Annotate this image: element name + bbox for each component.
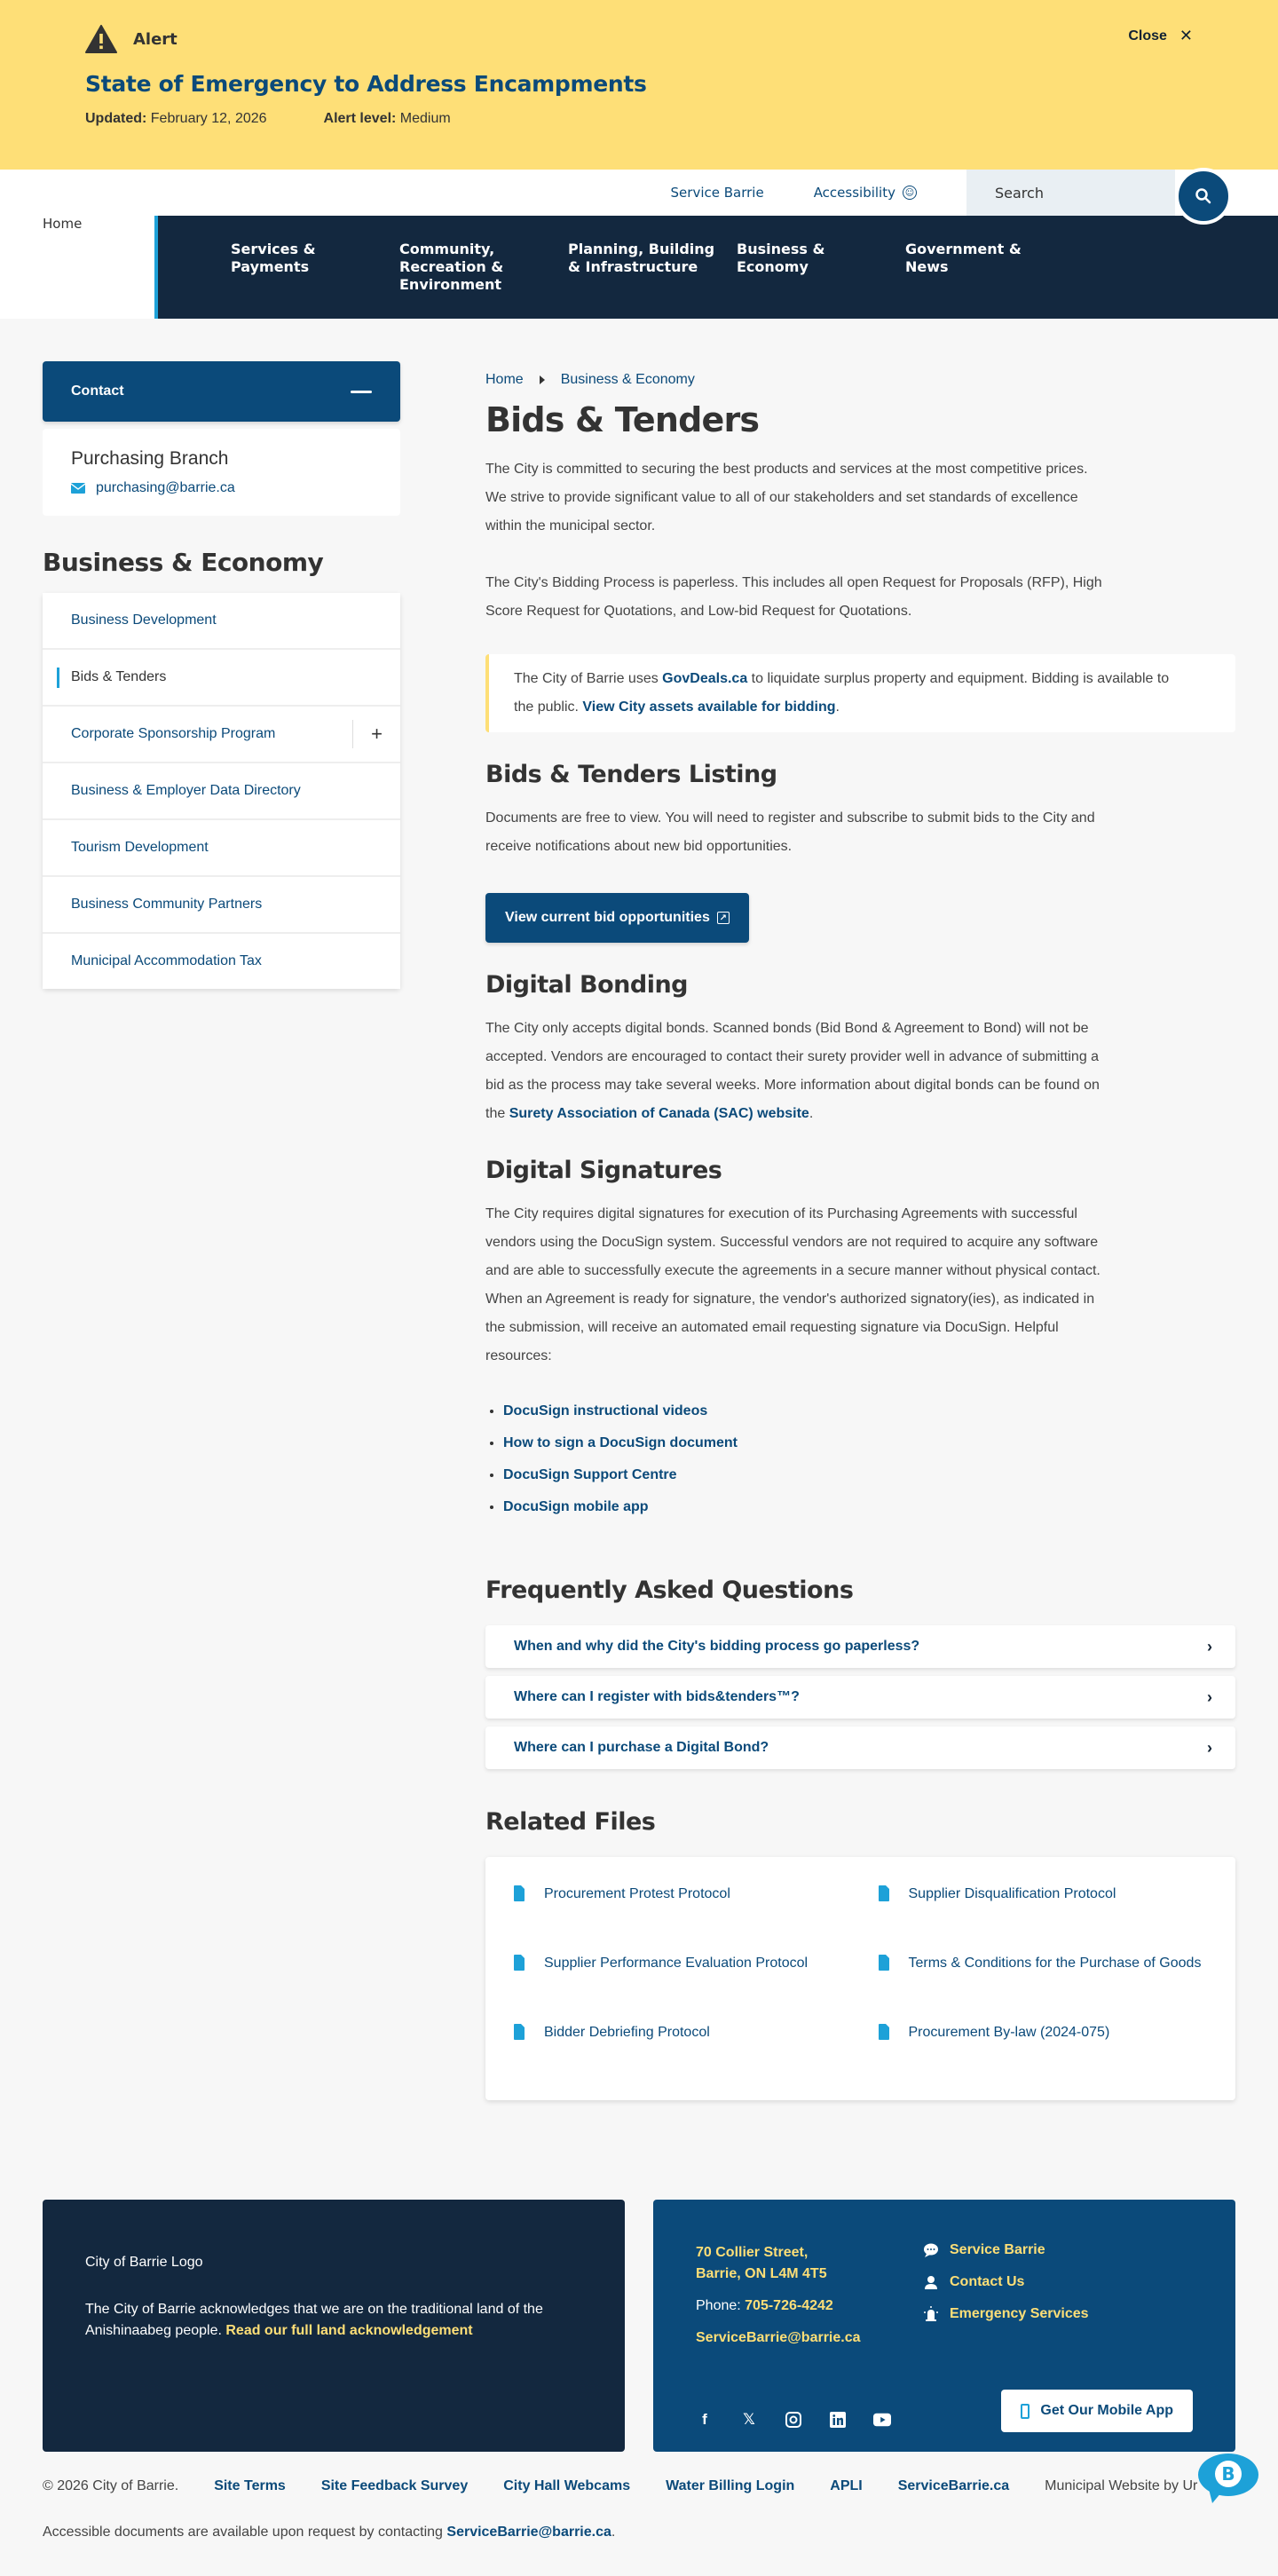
faq-list bbox=[485, 1625, 1235, 1769]
copyright: © 2026 City of Barrie. bbox=[43, 2478, 179, 2493]
alert-title[interactable]: State of Emergency to Address Encampments bbox=[85, 71, 647, 97]
collapse-icon bbox=[351, 391, 372, 393]
nav-services-payments[interactable]: Services & Payments bbox=[231, 241, 316, 275]
signatures-paragraph: The City requires digital signatures for execution of its Purchasing Agreements with successful vendors using the DocuSign system. Successful vendors are not required to acquire any software and are able to successfully execute the agreements in a secure manner without physical contact. When an Agreement is ready for signature, the vendor's authorized signatory(ies), as indicated in the submission, will receive an automated email requesting signature via DocuSign. Helpful resources: bbox=[485, 1206, 1100, 1363]
resource-link[interactable]: • DocuSign instructional videos bbox=[503, 1395, 1235, 1427]
intro-paragraph-1: The City is committed to securing the best products and services at the most competitive prices. We strive to provide significant value to all of our stakeholders and set standards of excellence within the municipal sector. bbox=[485, 462, 1088, 533]
warning-icon bbox=[85, 25, 117, 53]
legal-bar bbox=[0, 2452, 1278, 2494]
breadcrumb bbox=[485, 372, 1235, 388]
file-icon bbox=[879, 1955, 889, 1971]
sidebar-item-corporate-sponsorship[interactable] bbox=[43, 707, 400, 762]
file-name: Terms & Conditions for the Purchase of Goods bbox=[908, 1956, 1202, 1971]
bonding-heading: Digital Bonding bbox=[485, 971, 689, 999]
website-credit[interactable]: Municipal Website by Ur bbox=[1045, 2478, 1198, 2493]
phone-label: Phone: bbox=[696, 2298, 746, 2313]
apli-link[interactable]: APLI bbox=[830, 2478, 863, 2493]
breadcrumb-business-economy[interactable]: Business & Economy bbox=[560, 372, 695, 387]
callout-text-1: The City of Barrie uses bbox=[514, 671, 663, 686]
govdeals-callout bbox=[485, 654, 1235, 732]
footer-contact-us-link[interactable] bbox=[923, 2274, 1089, 2290]
site-header bbox=[0, 170, 1278, 319]
section-title: Business & Economy bbox=[43, 548, 324, 577]
footer-contact-panel bbox=[653, 2200, 1235, 2452]
site-footer bbox=[0, 2100, 1278, 2452]
alert-updated bbox=[85, 111, 267, 127]
accessibility-label: Accessibility bbox=[813, 185, 895, 201]
footer-logo[interactable]: City of Barrie Logo bbox=[85, 2255, 203, 2270]
mobile-phone-icon bbox=[1021, 2404, 1030, 2419]
alert-close-button[interactable] bbox=[1128, 27, 1193, 45]
faq-item[interactable] bbox=[485, 1676, 1235, 1719]
nav-business-economy[interactable]: Business & Economy bbox=[737, 241, 825, 275]
search-input[interactable] bbox=[966, 170, 1175, 216]
file-name: Supplier Performance Evaluation Protocol bbox=[544, 1956, 809, 1971]
alert-level-value: Medium bbox=[399, 111, 451, 126]
link-label: Contact Us bbox=[950, 2274, 1025, 2289]
water-billing-link[interactable]: Water Billing Login bbox=[666, 2478, 795, 2493]
phone-link[interactable]: 705-726-4242 bbox=[745, 2298, 833, 2313]
external-link-icon: ↗ bbox=[717, 912, 730, 924]
file-name: Procurement Protest Protocol bbox=[544, 1886, 730, 1901]
link-label: Service Barrie bbox=[950, 2242, 1045, 2257]
file-icon bbox=[514, 2024, 525, 2040]
linkedin-icon[interactable] bbox=[829, 2411, 847, 2429]
bonding-paragraph bbox=[485, 1015, 1107, 1128]
alert-updated-value: February 12, 2026 bbox=[150, 111, 267, 126]
facebook-icon[interactable]: f bbox=[702, 2411, 707, 2428]
accessible-end: . bbox=[611, 2525, 616, 2540]
search-placeholder: Search bbox=[995, 184, 1044, 201]
close-icon: ✕ bbox=[1179, 27, 1193, 44]
chevron-right-icon: › bbox=[1207, 1687, 1212, 1706]
resource-link[interactable]: • How to sign a DocuSign document bbox=[503, 1427, 1235, 1459]
accessible-text: Accessible documents are available upon request by contacting bbox=[43, 2525, 447, 2540]
faq-item[interactable] bbox=[485, 1727, 1235, 1769]
faq-question: Where can I purchase a Digital Bond? bbox=[514, 1740, 769, 1755]
alert-level bbox=[324, 111, 451, 127]
sidebar-item-label: Corporate Sponsorship Program bbox=[71, 726, 276, 741]
footer-address bbox=[696, 2242, 923, 2349]
file-link[interactable] bbox=[879, 1953, 1208, 2003]
contact-email-link[interactable] bbox=[71, 480, 372, 496]
file-link[interactable] bbox=[879, 2022, 1208, 2072]
file-icon bbox=[879, 1885, 889, 1901]
faq-question: Where can I register with bids&tenders™? bbox=[514, 1689, 800, 1704]
search-button[interactable] bbox=[1175, 168, 1232, 225]
contact-card bbox=[43, 429, 400, 516]
home-logo[interactable] bbox=[43, 216, 82, 232]
nav-planning-building[interactable]: Planning, Building & Infrastructure bbox=[568, 241, 715, 275]
servicebarrie-ca-link[interactable]: ServiceBarrie.ca bbox=[897, 2478, 1010, 2493]
envelope-icon bbox=[71, 483, 85, 494]
address-line-2: Barrie, ON L4M 4T5 bbox=[696, 2266, 827, 2281]
main-content bbox=[485, 361, 1235, 2100]
sidebar-item-accommodation-tax[interactable]: Municipal Accommodation Tax bbox=[43, 934, 400, 989]
intro-paragraph-2: The City's Bidding Process is paperless. This includes all open Request for Proposals (RFP), High Score Request for Quotations, and Low-bid Request for Quotations. bbox=[485, 575, 1102, 619]
sidebar-item-tourism-development[interactable]: Tourism Development bbox=[43, 820, 400, 875]
page-body bbox=[0, 319, 1278, 2100]
link-label: Emergency Services bbox=[950, 2306, 1089, 2321]
listing-paragraph: Documents are free to view. You will need to register and subscribe to submit bids to the City and receive notifications about new bid opportunities. bbox=[485, 810, 1095, 854]
breadcrumb-caret-icon bbox=[540, 375, 545, 384]
alert-close-label: Close bbox=[1128, 28, 1167, 43]
related-files-heading: Related Files bbox=[485, 1808, 656, 1836]
cta-label: View current bid opportunities bbox=[505, 910, 710, 925]
webcams-link[interactable]: City Hall Webcams bbox=[503, 2478, 631, 2493]
footer-quick-links bbox=[923, 2242, 1089, 2349]
nav-government-news[interactable]: Government & News bbox=[905, 241, 1022, 275]
instagram-icon[interactable] bbox=[785, 2411, 802, 2429]
resource-link[interactable]: • DocuSign Support Centre bbox=[503, 1459, 1235, 1491]
contact-email: purchasing@barrie.ca bbox=[96, 480, 235, 495]
alert-banner bbox=[0, 0, 1278, 170]
file-name: Bidder Debriefing Protocol bbox=[544, 2025, 710, 2040]
contact-name: Purchasing Branch bbox=[71, 448, 229, 469]
footer-emergency-link[interactable] bbox=[923, 2306, 1089, 2322]
docusign-resources-list bbox=[485, 1395, 1235, 1523]
chatbot-launcher-icon[interactable] bbox=[1193, 2452, 1260, 2503]
sidebar-item-employer-data-directory[interactable]: Business & Employer Data Directory bbox=[43, 763, 400, 818]
mobile-app-button[interactable] bbox=[1001, 2390, 1193, 2432]
search-icon bbox=[1195, 187, 1212, 205]
main-nav bbox=[154, 216, 1278, 319]
accessible-email-link[interactable]: ServiceBarrie@barrie.ca bbox=[446, 2525, 611, 2540]
section-nav bbox=[43, 593, 400, 989]
alert-updated-label: Updated: bbox=[85, 111, 147, 126]
app-button-label: Get Our Mobile App bbox=[1040, 2403, 1173, 2418]
accessibility-icon: ☺ bbox=[903, 186, 917, 200]
file-name: Procurement By-law (2024-075) bbox=[908, 2025, 1110, 2040]
footer-phone bbox=[696, 2295, 923, 2317]
service-barrie-link[interactable]: Service Barrie bbox=[670, 185, 764, 201]
sidebar-item-business-development[interactable]: Business Development bbox=[43, 593, 400, 648]
footer-service-barrie-link[interactable] bbox=[923, 2242, 1089, 2258]
feedback-survey-link[interactable]: Site Feedback Survey bbox=[320, 2478, 469, 2493]
sidebar-item-bids-tenders[interactable]: Bids & Tenders bbox=[43, 650, 400, 705]
file-icon bbox=[514, 1885, 525, 1901]
chevron-right-icon: › bbox=[1207, 1637, 1212, 1655]
social-links bbox=[696, 2411, 891, 2429]
address-line-1: 70 Collier Street, bbox=[696, 2245, 809, 2260]
land-acknowledgement-link[interactable]: Read our full land acknowledgement bbox=[225, 2323, 473, 2338]
page-title: Bids & Tenders bbox=[485, 400, 760, 439]
nav-community-recreation[interactable]: Community, Recreation & Environment bbox=[399, 241, 504, 293]
footer-acknowledgement-panel bbox=[43, 2200, 625, 2452]
resource-link[interactable]: • DocuSign mobile app bbox=[503, 1491, 1235, 1523]
callout-text-3: . bbox=[835, 699, 840, 715]
acknowledgement-text: The City of Barrie acknowledges that we are on the traditional land of the Anishinaabeg people. bbox=[85, 2302, 543, 2338]
breadcrumb-home[interactable]: Home bbox=[485, 372, 524, 387]
listing-heading: Bids & Tenders Listing bbox=[485, 761, 777, 788]
file-name: Supplier Disqualification Protocol bbox=[908, 1886, 1116, 1901]
headset-user-icon bbox=[923, 2274, 939, 2290]
faq-question: When and why did the City's bidding process go paperless? bbox=[514, 1639, 920, 1654]
contact-toggle[interactable] bbox=[43, 361, 400, 422]
site-terms-link[interactable]: Site Terms bbox=[214, 2478, 286, 2493]
file-link[interactable] bbox=[514, 1953, 843, 2003]
siren-icon bbox=[923, 2306, 939, 2322]
chat-icon bbox=[923, 2242, 939, 2258]
sidebar-item-community-partners[interactable]: Business Community Partners bbox=[43, 877, 400, 932]
contact-header-label: Contact bbox=[71, 383, 124, 399]
alert-level-label: Alert level: bbox=[323, 111, 397, 126]
address-link[interactable] bbox=[696, 2242, 923, 2285]
bonding-text: The City only accepts digital bonds. Scanned bonds (Bid Bond & Agreement to Bond) will not be accepted. Vendors are encouraged to contact their surety provider well in advance of submitting a bid as the process may take several weeks. More information about digital bonds can be found on the bbox=[485, 1021, 1100, 1121]
view-assets-link[interactable]: View City assets available for bidding bbox=[582, 699, 836, 715]
footer-email-link[interactable]: ServiceBarrie@barrie.ca bbox=[696, 2330, 861, 2345]
logo-alt-text: Home bbox=[43, 216, 83, 232]
signatures-heading: Digital Signatures bbox=[485, 1157, 722, 1184]
faq-item[interactable] bbox=[485, 1625, 1235, 1668]
expand-plus-icon[interactable]: + bbox=[352, 720, 400, 748]
file-icon bbox=[514, 1955, 525, 1971]
chevron-right-icon: › bbox=[1207, 1738, 1212, 1757]
svg-text:B: B bbox=[1221, 2463, 1235, 2485]
bonding-end: . bbox=[809, 1106, 814, 1121]
alert-meta bbox=[85, 111, 1278, 127]
file-link[interactable] bbox=[514, 2022, 843, 2072]
sidebar bbox=[43, 361, 400, 2100]
accessibility-link[interactable] bbox=[814, 185, 917, 201]
land-acknowledgement bbox=[85, 2299, 582, 2342]
callout-text bbox=[514, 665, 1171, 722]
related-files-card bbox=[485, 1857, 1235, 2100]
file-icon bbox=[879, 2024, 889, 2040]
file-link[interactable] bbox=[514, 1884, 843, 1933]
callout-text-2: to liquidate surplus property and equipment. Bidding is available to the public. bbox=[514, 671, 1170, 715]
accessible-documents-note bbox=[0, 2494, 1278, 2576]
view-bid-opportunities-button[interactable] bbox=[485, 893, 749, 943]
x-twitter-icon[interactable]: 𝕏 bbox=[743, 2411, 755, 2428]
file-link[interactable] bbox=[879, 1884, 1208, 1933]
faq-heading: Frequently Asked Questions bbox=[485, 1576, 854, 1604]
sac-website-link[interactable]: Surety Association of Canada (SAC) website bbox=[509, 1106, 809, 1121]
youtube-icon[interactable] bbox=[873, 2411, 891, 2429]
alert-label: Alert bbox=[133, 29, 178, 49]
govdeals-link[interactable]: GovDeals.ca bbox=[662, 671, 748, 686]
